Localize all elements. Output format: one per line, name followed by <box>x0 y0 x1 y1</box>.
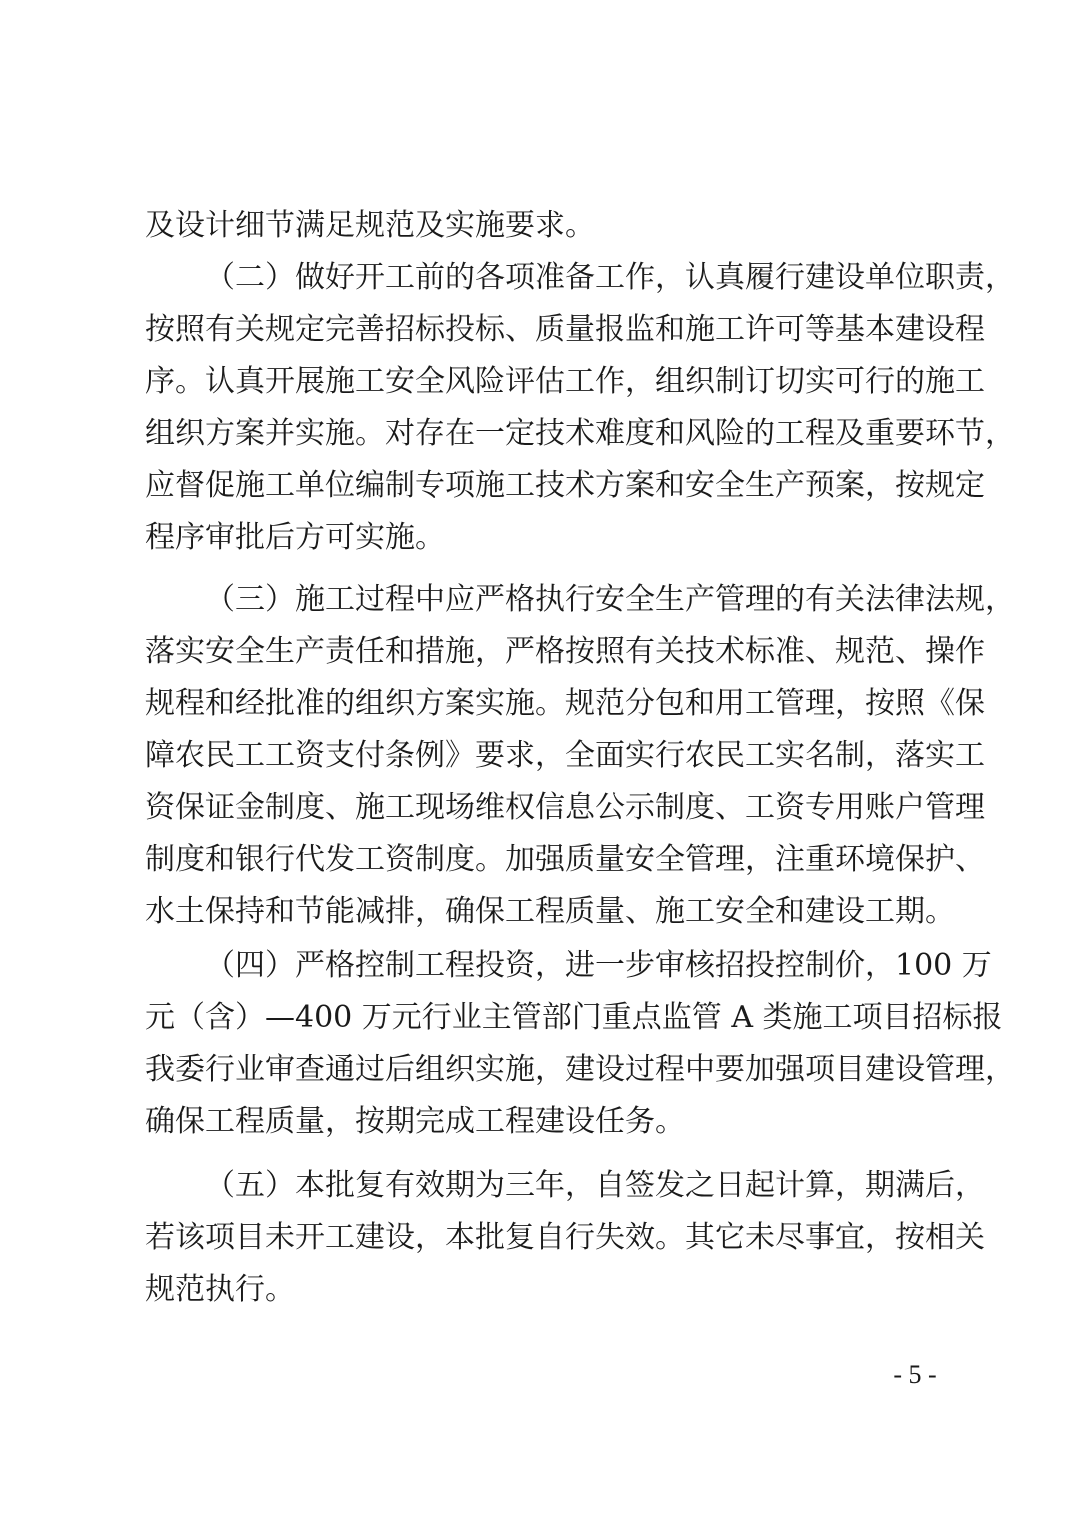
text-line: 按照有关规定完善招标投标、质量报监和施工许可等基本建设程 <box>145 312 985 347</box>
text-line: 我委行业审查通过后组织实施，建设过程中要加强项目建设管理， <box>145 1052 1015 1087</box>
text-line: （二）做好开工前的各项准备工作，认真履行建设单位职责， <box>205 260 1015 295</box>
text-line: 及设计细节满足规范及实施要求。 <box>145 208 595 243</box>
text-line: 应督促施工单位编制专项施工技术方案和安全生产预案，按规定 <box>145 468 985 503</box>
text-line: （四）严格控制工程投资，进一步审核招投控制价，100 万 <box>205 948 992 983</box>
text-line: 落实安全生产责任和措施，严格按照有关技术标准、规范、操作 <box>145 634 985 669</box>
text-line: 组织方案并实施。对存在一定技术难度和风险的工程及重要环节， <box>145 416 1015 451</box>
text-line: 制度和银行代发工资制度。加强质量安全管理，注重环境保护、 <box>145 842 985 877</box>
text-line: 水土保持和节能减排，确保工程质量、施工安全和建设工期。 <box>145 894 955 929</box>
text-line: （三）施工过程中应严格执行安全生产管理的有关法律法规， <box>205 582 1015 617</box>
text-line: 资保证金制度、施工现场维权信息公示制度、工资专用账户管理 <box>145 790 985 825</box>
text-line: 若该项目未开工建设，本批复自行失效。其它未尽事宜，按相关 <box>145 1220 985 1255</box>
text-line: 元（含）—400 万元行业主管部门重点监管 A 类施工项目招标报 <box>145 1000 1003 1035</box>
text-line: 障农民工工资支付条例》要求，全面实行农民工实名制，落实工 <box>145 738 985 773</box>
text-line: 规范执行。 <box>145 1272 295 1307</box>
page-number: - 5 - <box>893 1360 937 1389</box>
text-line: （五）本批复有效期为三年，自签发之日起计算，期满后， <box>205 1168 985 1203</box>
text-line: 序。认真开展施工安全风险评估工作，组织制订切实可行的施工 <box>145 364 985 399</box>
text-line: 程序审批后方可实施。 <box>145 520 445 555</box>
text-line: 规程和经批准的组织方案实施。规范分包和用工管理，按照《保 <box>145 686 985 721</box>
text-line: 确保工程质量，按期完成工程建设任务。 <box>145 1104 685 1139</box>
